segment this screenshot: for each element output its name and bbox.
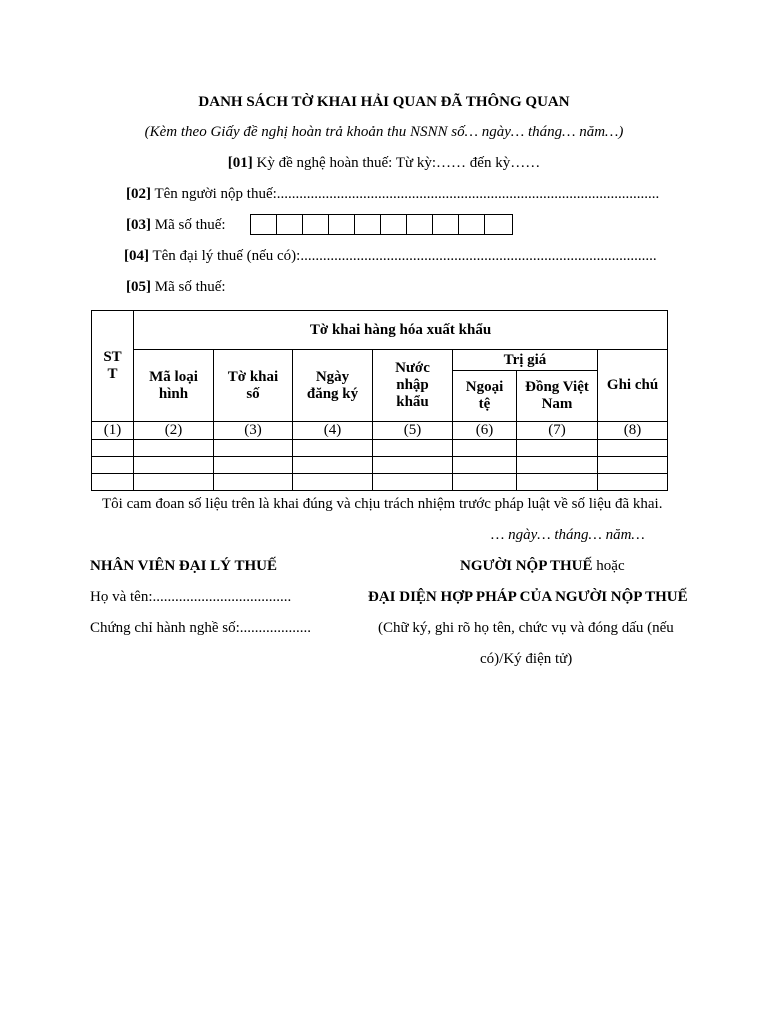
table-row (92, 474, 668, 491)
taxpayer-title-bold: NGƯỜI NỘP THUẾ (460, 558, 593, 574)
header-nuoc-nhap-khau: Nước nhập khẩu (373, 350, 453, 422)
tax-code-boxes[interactable] (250, 214, 513, 235)
field-02 (126, 186, 659, 203)
table-cell[interactable] (517, 474, 598, 491)
field-01 (0, 155, 768, 172)
col-number: (8) (598, 422, 668, 440)
taxpayer-title-suffix: hoặc (592, 558, 625, 574)
field-02-code: [02] (126, 186, 151, 202)
table-cell[interactable] (517, 457, 598, 474)
tax-code-box[interactable] (303, 215, 329, 234)
date-line: … ngày… tháng… năm… (491, 527, 645, 543)
table-cell[interactable] (373, 457, 453, 474)
document-title: DANH SÁCH TỜ KHAI HẢI QUAN ĐÃ THÔNG QUAN (198, 94, 570, 110)
header-ma-loai-hinh: Mã loại hình (134, 350, 214, 422)
col-number: (2) (134, 422, 214, 440)
tax-code-box[interactable] (381, 215, 407, 234)
table-row (92, 440, 668, 457)
tax-code-box[interactable] (459, 215, 485, 234)
tax-code-box[interactable] (407, 215, 433, 234)
header-group: Tờ khai hàng hóa xuất khẩu (134, 311, 668, 350)
taxpayer-title (460, 558, 625, 575)
table-cell[interactable] (373, 474, 453, 491)
agent-name-line: Họ và tên:..................................... (90, 589, 292, 605)
table-row (92, 457, 668, 474)
field-04-code: [04] (124, 248, 149, 264)
field-02-text: Tên người nộp thuế:...................................................................................................... (151, 186, 660, 202)
tax-code-box[interactable] (329, 215, 355, 234)
table-cell[interactable] (598, 457, 668, 474)
col-number: (7) (517, 422, 598, 440)
header-stt (92, 311, 134, 422)
tax-code-box[interactable] (485, 215, 512, 234)
col-number: (5) (373, 422, 453, 440)
document-subtitle: (Kèm theo Giấy đề nghị hoàn trả khoản thu NSNN số… ngày… tháng… năm…) (144, 124, 624, 140)
table-cell[interactable] (453, 457, 517, 474)
field-04 (124, 248, 657, 265)
legal-representative-title: ĐẠI DIỆN HỢP PHÁP CỦA NGƯỜI NỘP THUẾ (368, 589, 688, 605)
agent-certificate-line: Chứng chỉ hành nghề số:................... (90, 620, 312, 636)
field-01-text: Kỳ đề nghệ hoàn thuế: Từ kỳ:…… đến kỳ…… (252, 155, 541, 171)
table-cell[interactable] (92, 440, 134, 457)
table-cell[interactable] (293, 457, 373, 474)
field-05-code: [05] (126, 279, 151, 295)
field-03-text: Mã số thuế: (151, 217, 226, 233)
header-ghi-chu: Ghi chú (598, 350, 668, 422)
header-ngay-dang-ky: Ngày đăng ký (293, 350, 373, 422)
tax-code-box[interactable] (251, 215, 277, 234)
table-cell[interactable] (598, 474, 668, 491)
header-tri-gia: Trị giá (453, 350, 598, 371)
header-dong-viet-nam: Đồng Việt Nam (517, 371, 598, 422)
col-number: (6) (453, 422, 517, 440)
header-ngoai-te: Ngoại tệ (453, 371, 517, 422)
table-cell[interactable] (214, 440, 293, 457)
table-cell[interactable] (373, 440, 453, 457)
field-01-code: [01] (227, 155, 253, 171)
commitment-text: Tôi cam đoan số liệu trên là khai đúng và chịu trách nhiệm trước pháp luật về số liệu đã khai. (102, 496, 663, 512)
table-cell[interactable] (293, 474, 373, 491)
table-cell[interactable] (134, 457, 214, 474)
header-to-khai-so: Tờ khai số (214, 350, 293, 422)
field-04-text: Tên đại lý thuế (nếu có):............................................................................................... (149, 248, 657, 264)
tax-code-box[interactable] (277, 215, 303, 234)
tax-code-box[interactable] (355, 215, 381, 234)
field-05 (126, 279, 226, 296)
table-cell[interactable] (92, 474, 134, 491)
table-cell[interactable] (214, 457, 293, 474)
table-cell[interactable] (598, 440, 668, 457)
table-cell[interactable] (453, 474, 517, 491)
signature-note-1: (Chữ ký, ghi rõ họ tên, chức vụ và đóng dấu (nếu (378, 620, 674, 636)
col-number: (4) (293, 422, 373, 440)
tax-code-box[interactable] (433, 215, 459, 234)
table-cell[interactable] (214, 474, 293, 491)
table-cell[interactable] (293, 440, 373, 457)
header-stt-label: ST T (103, 349, 122, 382)
declaration-table (91, 310, 668, 491)
table-cell[interactable] (92, 457, 134, 474)
col-number: (1) (92, 422, 134, 440)
field-03 (126, 217, 226, 234)
col-number: (3) (214, 422, 293, 440)
field-05-text: Mã số thuế: (151, 279, 226, 295)
table-cell[interactable] (134, 440, 214, 457)
table-cell[interactable] (517, 440, 598, 457)
agent-staff-title: NHÂN VIÊN ĐẠI LÝ THUẾ (90, 558, 277, 574)
field-03-code: [03] (126, 217, 151, 233)
signature-note-2: có)/Ký điện tử) (480, 651, 573, 667)
table-cell[interactable] (134, 474, 214, 491)
table-cell[interactable] (453, 440, 517, 457)
